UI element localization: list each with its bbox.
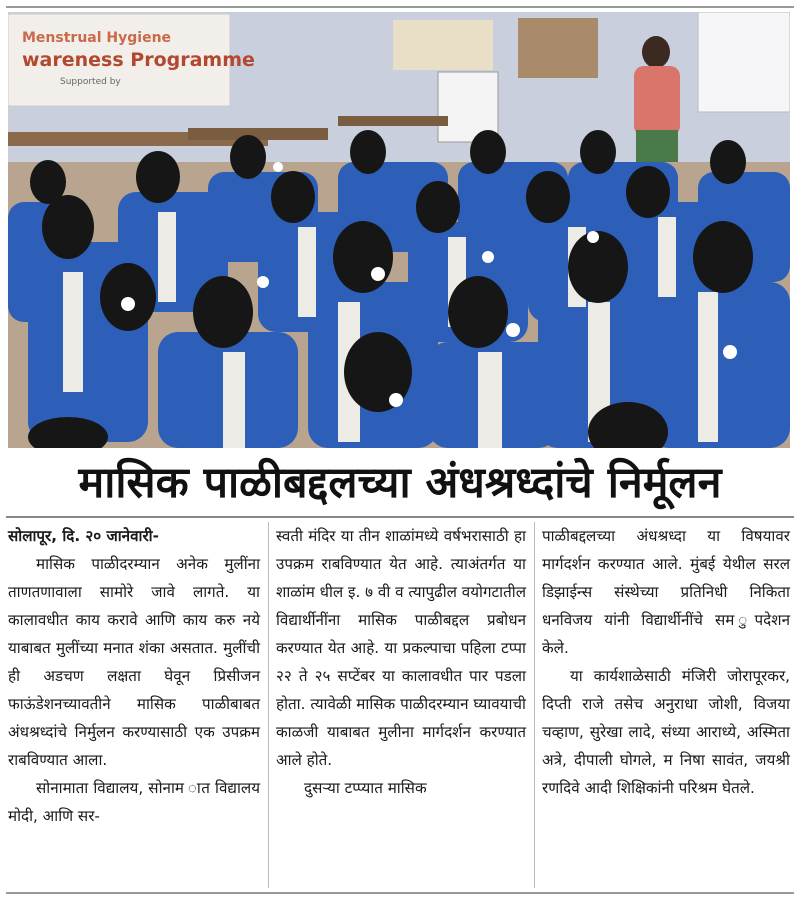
col1-paragraph-1: मासिक पाळीदरम्यान अनेक मुलींना ताणतणावाला सामोरे जावे लागते. या कालावधीत काय करावे आणि काय करु नये याबाबत मुलींच्या मनात शंका असतात. मुलींची ही अडचण लक्षता घेवून प्रिसीजन फाऊंडेशनच्यावतीने मासिक पाळीबाबत अंधश्रध्दांचे निर्मुलन करण्यासाठी एक उपक्रम राबविण्यात आला. [8, 555, 260, 769]
banner-line1: Menstrual Hygiene [22, 30, 172, 46]
news-photo [8, 12, 790, 448]
article-column-3 [542, 522, 790, 802]
headline-rule [6, 516, 794, 518]
col1-paragraph-2: सोनामाता विद्यालय, सोनाम ात विद्यालय मोदी, आणि सर- [8, 779, 260, 825]
banner-line2: wareness Programme [22, 49, 255, 71]
col2-paragraph-1: स्वती मंदिर या तीन शाळांमध्ये वर्षभरासाठी हा उपक्रम राबविण्यात येत आहे. त्याअंतर्गत या शाळांम धील इ. ७ वी व त्यापुढील वयोगटातील विद्यार्थीनींना मासिक पाळीबद्दल प्रबोधन करण्यात येत आहे. या प्रकल्पाचा पहिला टप्पा २२ ते २५ सप्टेंबर या कालावधीत पार पडला होता. त्यावेळी मासिक पाळीदरम्यान घ्यावयाची काळजी याबाबत मुलीना मार्गदर्शन करण्यात आले होते. [276, 527, 526, 769]
top-rule [6, 6, 794, 8]
column-divider [534, 522, 535, 888]
col2-paragraph-2: दुसऱ्या टप्प्यात मासिक [304, 779, 427, 797]
bottom-rule [6, 892, 794, 894]
article-column-2 [276, 522, 526, 802]
col3-paragraph-1: पाळीबद्दलच्या अंधश्रध्दा या विषयावर मार्गदर्शन करण्यात आले. मुंबई येथील सरल डिझाईन्स संस्थेच्या प्रतिनिधी निकिता धनविजय यांनी विद्यार्थीनींचे सम ुपदेशन केले. [542, 527, 790, 657]
programme-banner [22, 30, 255, 87]
dateline: सोलापूर, दि. २० जानेवारी- [8, 527, 159, 545]
article-headline: मासिक पाळीबद्दलच्या अंधश्रध्दांचे निर्मूलन [78, 458, 722, 508]
article-column-1 [8, 522, 260, 830]
banner-line3: Supported by [60, 77, 121, 87]
col3-paragraph-2: या कार्यशाळेसाठी मंजिरी जोरापूरकर, दिप्ती राजे तसेच अनुराधा जोशी, विजया चव्हाण, सुरेखा लादे, संध्या आराध्ये, अस्मिता अत्रे, दीपाली घोगले, म निषा सावंत, जयश्री रणदिवे आदी शिक्षिकांनी परिश्रम घेतले. [542, 667, 790, 797]
column-divider [268, 522, 269, 888]
